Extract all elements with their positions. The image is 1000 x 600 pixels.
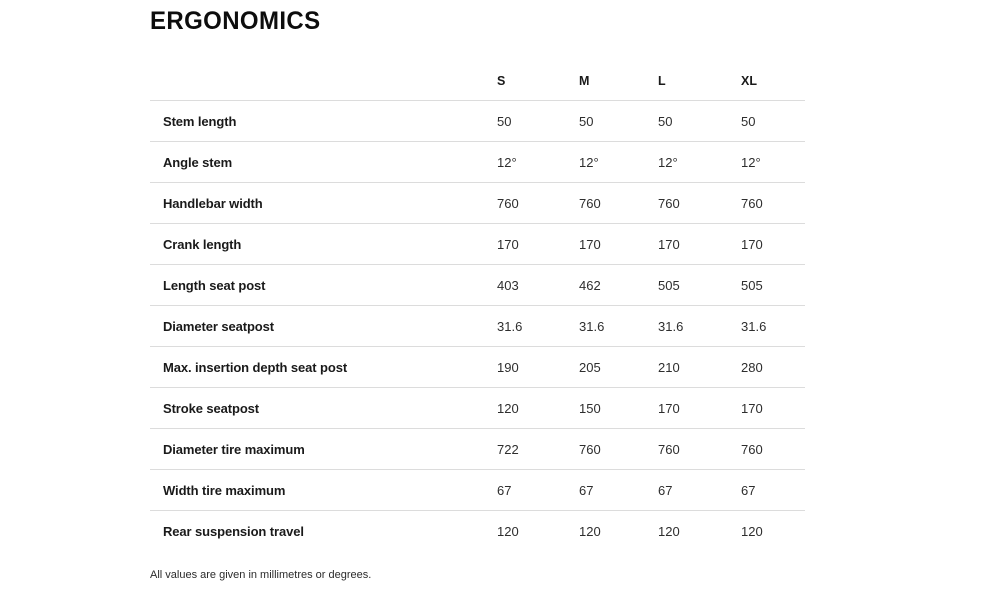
cell-value-l: 50 <box>658 113 673 129</box>
table-row-stem-length <box>150 101 805 142</box>
cell-value-l: 31.6 <box>658 318 684 334</box>
cell-value-l: 67 <box>658 482 673 498</box>
cell-value-xl: 760 <box>741 195 763 211</box>
cell-value-l: 170 <box>658 236 680 252</box>
cell-value-s: 12° <box>497 154 517 170</box>
cell-value-m: 120 <box>579 524 601 539</box>
column-header-xl: XL <box>741 73 757 88</box>
cell-value-m: 462 <box>579 277 601 293</box>
table-row-crank-length <box>150 224 805 265</box>
column-header-m: M <box>579 73 590 88</box>
cell-value-s: 403 <box>497 277 519 293</box>
cell-value-xl: 760 <box>741 441 763 457</box>
cell-value-s: 67 <box>497 482 512 498</box>
table-row-angle-stem <box>150 142 805 183</box>
cell-value-m: 170 <box>579 236 601 252</box>
cell-value-l: 760 <box>658 195 680 211</box>
cell-value-xl: 280 <box>741 359 763 375</box>
cell-value-l: 12° <box>658 154 678 170</box>
page-title: ERGONOMICS <box>150 7 321 35</box>
cell-value-m: 31.6 <box>579 318 605 334</box>
table-row-stroke-seatpost <box>150 388 805 429</box>
column-header-l: L <box>658 73 666 88</box>
row-label: Diameter tire maximum <box>163 441 305 457</box>
table-row-handlebar-width <box>150 183 805 224</box>
row-label: Rear suspension travel <box>163 524 304 539</box>
cell-value-s: 120 <box>497 400 519 416</box>
row-label: Length seat post <box>163 277 266 293</box>
cell-value-xl: 50 <box>741 113 756 129</box>
cell-value-s: 31.6 <box>497 318 523 334</box>
table-row-rear-suspension-travel <box>150 511 805 552</box>
table-row-diameter-tire-maximum <box>150 429 805 470</box>
cell-value-m: 760 <box>579 195 601 211</box>
cell-value-m: 12° <box>579 154 599 170</box>
cell-value-l: 505 <box>658 277 680 293</box>
row-label: Diameter seatpost <box>163 318 275 334</box>
cell-value-s: 120 <box>497 524 519 539</box>
cell-value-xl: 505 <box>741 277 763 293</box>
row-label: Max. insertion depth seat post <box>163 359 348 375</box>
table-row-width-tire-maximum <box>150 470 805 511</box>
cell-value-xl: 31.6 <box>741 318 767 334</box>
column-header-s: S <box>497 73 506 88</box>
cell-value-xl: 67 <box>741 482 756 498</box>
cell-value-s: 722 <box>497 441 519 457</box>
cell-value-m: 67 <box>579 482 594 498</box>
cell-value-l: 760 <box>658 441 680 457</box>
row-label: Stroke seatpost <box>163 400 260 416</box>
cell-value-xl: 170 <box>741 236 763 252</box>
cell-value-m: 205 <box>579 359 601 375</box>
cell-value-s: 170 <box>497 236 519 252</box>
cell-value-m: 760 <box>579 441 601 457</box>
cell-value-xl: 120 <box>741 524 763 539</box>
row-label: Width tire maximum <box>163 482 286 498</box>
cell-value-xl: 12° <box>741 154 761 170</box>
cell-value-m: 150 <box>579 400 601 416</box>
row-label: Crank length <box>163 236 242 252</box>
row-label: Angle stem <box>163 154 233 170</box>
table-row-diameter-seatpost <box>150 306 805 347</box>
ergonomics-spec-table <box>150 61 805 552</box>
cell-value-s: 50 <box>497 113 512 129</box>
cell-value-l: 170 <box>658 400 680 416</box>
cell-value-l: 210 <box>658 359 680 375</box>
cell-value-m: 50 <box>579 113 594 129</box>
cell-value-xl: 170 <box>741 400 763 416</box>
table-row-max-insertion-depth <box>150 347 805 388</box>
units-footnote: All values are given in millimetres or degrees. <box>150 569 372 581</box>
cell-value-s: 760 <box>497 195 519 211</box>
cell-value-s: 190 <box>497 359 519 375</box>
table-header-row <box>150 61 805 101</box>
row-label: Stem length <box>163 113 237 129</box>
row-label: Handlebar width <box>163 195 263 211</box>
table-row-length-seat-post <box>150 265 805 306</box>
cell-value-l: 120 <box>658 524 680 539</box>
